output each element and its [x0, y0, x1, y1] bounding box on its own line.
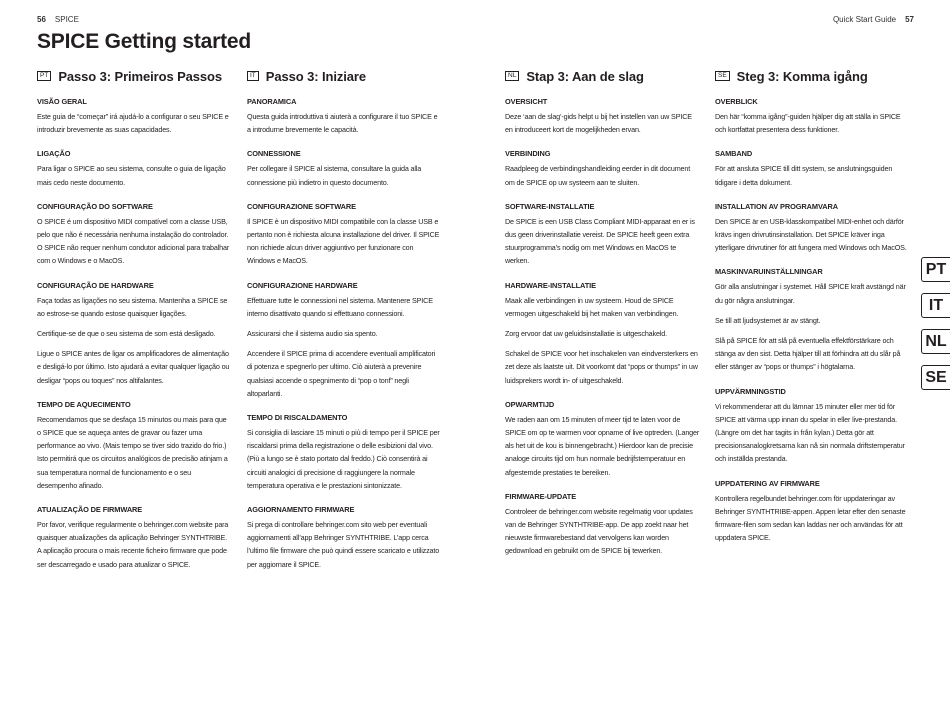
- section: [37, 149, 232, 188]
- right-header-label: Quick Start Guide: [832, 15, 897, 24]
- section-heading: SOFTWARE-INSTALLATIE: [505, 201, 595, 211]
- section-heading: LIGAÇÃO: [37, 149, 71, 159]
- tab-pt[interactable]: PT: [921, 257, 950, 282]
- section-heading: UPPVÄRMNINGSTID: [715, 386, 786, 396]
- section-paragraph: För att ansluta SPICE till ditt system, se anslutningsguiden tidigare i detta dokument.: [715, 164, 893, 187]
- section-heading: OPWARMTIJD: [505, 399, 555, 409]
- section-paragraph: Questa guida introduttiva ti aiuterà a configurare il tuo SPICE e a introdurne brevemente le capacità.: [247, 112, 438, 135]
- section: [505, 400, 700, 479]
- section-heading: CONNESSIONE: [247, 149, 301, 159]
- section-paragraph: Effettuare tutte le connessioni nel sistema. Mantenere SPICE interno disattivato quando si effettuano connessioni.: [247, 295, 433, 318]
- tab-nl[interactable]: NL: [921, 329, 950, 354]
- section-heading: PANORAMICA: [247, 97, 297, 106]
- section-heading: AGGIORNAMENTO FIRMWARE: [247, 505, 355, 515]
- section-paragraph: Zorg ervoor dat uw geluidsinstallatie is uitgeschakeld.: [505, 329, 667, 339]
- section-paragraph: Por favor, verifique regularmente o behringer.com website para quaisquer atualizações da aplicação Behringer SYNTHTRIBE. A aplicação procura o mais recente ficheiro firmware que pode ser descarregado e usado para atualizar o SPICE.: [37, 520, 229, 569]
- section-paragraph: O SPICE é um dispositivo MIDI compatível com a classe USB, pelo que não é necessária nenhuma instalação do controlador. O SPICE não requer nenhum condutor adicional para trabalhar com o Windows e o MacOS.: [37, 216, 230, 266]
- section: [247, 97, 442, 136]
- column-title: Steg 3: Komma igång: [736, 68, 868, 84]
- column-heading: [505, 67, 700, 85]
- section-paragraph: We raden aan om 15 minuten of meer tijd te laten voor de SPICE om op te warmen voor opname of live optreden. (Langer als het uit de kou is binnengebracht.) Hierdoor kan de precisie analoge circuits tijd om hun normale bedrijfstemperatuur en afgestemde prestaties te bereiken.: [505, 414, 700, 477]
- section: [37, 281, 232, 387]
- column-title: Passo 3: Primeiros Passos: [58, 68, 223, 84]
- section-heading: INSTALLATION AV PROGRAMVARA: [715, 201, 838, 211]
- section-paragraph: Si prega di controllare behringer.com sito web per eventuali aggiornamenti all’app Behringer SYNTHTRIBE. L’app cerca l’ultimo file firmware che può quindi essere scaricato e utilizzato per aggiornare il SPICE.: [247, 520, 440, 569]
- section-paragraph: Controleer de behringer.com website regelmatig voor updates van de Behringer SYNTHTRIBE-app. De app zoekt naar het nieuwste firmwarebestand dat vervolgens kan worden gedownload en gebruikt om de SPICE bij tewerken.: [505, 506, 693, 556]
- section-heading: HARDWARE-INSTALLATIE: [505, 280, 596, 290]
- section: [715, 202, 910, 255]
- section-heading: SAMBAND: [715, 149, 753, 159]
- language-code-badge: SE: [715, 71, 730, 81]
- section-paragraph: Den SPICE är en USB-klasskompatibel MIDI-enhet och därför krävs ingen drivrutinsinstallation. Det SPICE kräver inga ytterligare drivrutiner för att fungera med Windows och MacOS.: [715, 216, 907, 253]
- section: [715, 267, 910, 373]
- section-paragraph: Schakel de SPICE voor het inschakelen van eindversterkers en zet deze als laatste uit. Dit voorkomt dat “pops or thumps” in uw luidsprekers wordt in- of uitgeschakeld.: [505, 349, 698, 385]
- section: [247, 281, 442, 400]
- section: [247, 202, 442, 268]
- section-heading: FIRMWARE-UPDATE: [505, 491, 577, 501]
- column-title: Stap 3: Aan de slag: [526, 68, 644, 84]
- section-paragraph: Slå på SPICE för att slå på eventuella effektförstärkare och stänga av den sist. Detta hjälper till att förhindra att du slår på eller stänger av “pops or thumps” i högtalarna.: [715, 336, 901, 372]
- section-heading: TEMPO DI RISCALDAMENTO: [247, 413, 348, 423]
- section: [715, 97, 910, 136]
- section-heading: ATUALIZAÇÃO DE FIRMWARE: [37, 505, 143, 515]
- section-paragraph: Den här “komma igång”-guiden hjälper dig att ställa in SPICE och kortfattat presentera dess funktioner.: [715, 112, 901, 135]
- column-it: [247, 67, 442, 584]
- section-heading: CONFIGURAZIONE SOFTWARE: [247, 201, 356, 211]
- section: [37, 505, 232, 571]
- section-heading: CONFIGURAÇÃO DO SOFTWARE: [37, 201, 153, 211]
- section-heading: TEMPO DE AQUECIMENTO: [37, 399, 131, 409]
- section: [715, 149, 910, 188]
- section-heading: VERBINDING: [505, 149, 551, 159]
- column-heading: [37, 67, 232, 85]
- section-paragraph: Per collegare il SPICE al sistema, consultare la guida alla connessione più indietro in questo documento.: [247, 164, 422, 187]
- tab-it[interactable]: IT: [921, 293, 950, 318]
- section-paragraph: Se till att ljudsystemet är av stängt.: [715, 315, 821, 325]
- left-page-number: 56: [37, 15, 46, 24]
- section-heading: OVERBLICK: [715, 97, 758, 106]
- column-heading: [247, 67, 442, 85]
- section-paragraph: Recomendamos que se desfaça 15 minutos ou mais para que o SPICE que se aqueça antes de gravar ou fazer uma performance ao vivo. (Mais tempo se tiver sido trazido do frio.) Isto permitirá que os circuitos analógicos de precisão atinjam a sua temperatura normal de funcionamento e o seu desempenho afinado.: [37, 414, 228, 490]
- column-heading: [715, 67, 910, 85]
- section-paragraph: Ligue o SPICE antes de ligar os amplificadores de alimentação e desligá-lo por último. Isto ajudará a evitar qualquer ligação ou desligar “pops ou toques” nos altifalantes.: [37, 349, 230, 385]
- tab-se[interactable]: SE: [921, 365, 950, 390]
- section: [247, 505, 442, 571]
- section-paragraph: Vi rekommenderar att du lämnar 15 minuter eller mer tid för SPICE att värma upp innan du spelar in eller live-prestanda. (Längre om det har tagits in från kylan.) Detta gör att precisionsanalogkretsarna kan nå sin normala driftstemperatur och inställda prestanda.: [715, 401, 905, 464]
- section-paragraph: Para ligar o SPICE ao seu sistema, consulte o guia de ligação mais cedo neste documento.: [37, 164, 226, 187]
- section-heading: UPPDATERING AV FIRMWARE: [715, 478, 820, 488]
- section: [715, 387, 910, 466]
- section-paragraph: Assicurarsi che il sistema audio sia spento.: [247, 329, 378, 339]
- right-page-number: 57: [905, 15, 914, 24]
- section: [715, 479, 910, 545]
- section: [505, 492, 700, 558]
- header-left: [37, 15, 79, 24]
- language-code-badge: PT: [37, 71, 51, 81]
- section-paragraph: Faça todas as ligações no seu sistema. Mantenha a SPICE se ao estrose-se quando estose quaisquer ligações.: [37, 295, 228, 318]
- section-paragraph: Si consiglia di lasciare 15 minuti o più di tempo per il SPICE per riscaldarsi prima della registrazione o delle esibizioni dal vivo. (Più a lungo se è stato portato dal freddo.) Ciò consentirà ai circuiti analogici di precisione di raggiungere la normale temperatura operativa e le prestazioni sintonizzate.: [247, 428, 440, 490]
- section-paragraph: Deze ‘aan de slag’-gids helpt u bij het instellen van uw SPICE en introduceert kort de mogelijkheden ervan.: [505, 112, 692, 135]
- section-heading: CONFIGURAÇÃO DE HARDWARE: [37, 280, 154, 290]
- language-code-badge: NL: [505, 71, 519, 81]
- language-tabs: [921, 257, 950, 401]
- section-heading: MASKINVARUINSTÄLLNINGAR: [715, 267, 823, 277]
- section-paragraph: De SPICE is een USB Class Compliant MIDI-apparaat en er is dus geen driverinstallatie vereist. De SPICE heeft geen extra stuurprogramma’s nodig om met Windows en MacOS te werken.: [505, 216, 695, 266]
- section-heading: VISÃO GERAL: [37, 97, 87, 106]
- section-paragraph: Certifique-se de que o seu sistema de som está desligado.: [37, 329, 216, 339]
- section-paragraph: Kontrollera regelbundet behringer.com för uppdateringar av Behringer SYNTHTRIBE-appen. Appen letar efter den senaste firmware-filen som sedan kan laddas ner och användas för att uppdatera SPICE.: [715, 493, 906, 543]
- column-title: Passo 3: Iniziare: [265, 68, 366, 84]
- section-paragraph: Il SPICE è un dispositivo MIDI compatibile con la classe USB e pertanto non è richiesta alcuna installazione del driver. Il SPICE non richiede alcun driver aggiuntivo per funzionare con Windows e MacOS.: [247, 216, 440, 266]
- column-nl: [505, 67, 700, 571]
- section: [505, 202, 700, 268]
- section: [37, 400, 232, 492]
- section-paragraph: Gör alla anslutningar i systemet. Håll SPICE kraft avstängd när du gör några anslutningar.: [715, 282, 906, 305]
- section: [505, 97, 700, 136]
- section: [247, 413, 442, 492]
- section: [505, 149, 700, 188]
- section: [247, 149, 442, 188]
- section-paragraph: Maak alle verbindingen in uw systeem. Houd de SPICE vermogen uitgeschakeld bij het maken van verbindingen.: [505, 295, 679, 318]
- left-header-label: SPICE: [54, 15, 79, 24]
- section-paragraph: Este guia de “começar” irá ajudá-lo a configurar o seu SPICE e introduzir brevemente as suas capacidades.: [37, 112, 229, 135]
- header-right: [833, 15, 914, 24]
- section-heading: CONFIGURAZIONE HARDWARE: [247, 280, 358, 290]
- section: [505, 281, 700, 387]
- page-title: SPICE Getting started: [37, 30, 252, 53]
- language-code-badge: IT: [247, 71, 259, 81]
- section: [37, 202, 232, 268]
- section-paragraph: Accendere il SPICE prima di accendere eventuali amplificatori di potenza e spegnerlo per ultimo. Ciò aiuterà a prevenire qualsiasi accende o spegnimento di “pop o tonf” negli altoparlanti.: [247, 349, 436, 398]
- section: [37, 97, 232, 136]
- column-pt: [37, 67, 232, 584]
- section-paragraph: Raadpleeg de verbindingshandleiding eerder in dit document om de SPICE op uw systeem aan te sluiten.: [505, 164, 691, 187]
- column-se: [715, 67, 910, 557]
- section-heading: OVERSICHT: [505, 97, 548, 106]
